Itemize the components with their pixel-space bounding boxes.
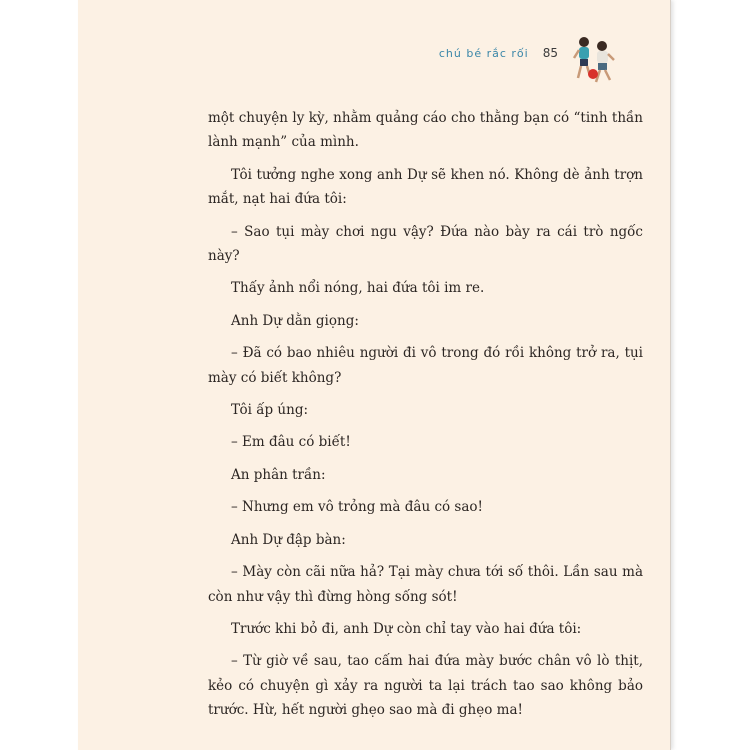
paragraph: Trước khi bỏ đi, anh Dự còn chỉ tay vào hai đứa tôi:: [231, 620, 582, 637]
paragraph: Anh Dự đập bàn:: [231, 531, 346, 548]
book-title: chú bé rắc rối: [438, 47, 529, 60]
paragraph: – Nhưng em vô trỏng mà đâu có sao!: [231, 499, 483, 516]
paragraph: một chuyện ly kỳ, nhằm quảng cáo cho thằng bạn có “tinh thần lành mạnh” của mình.: [208, 110, 643, 151]
book-page: [78, 0, 670, 750]
page-number: 85: [542, 46, 558, 60]
paragraph: An phân trần:: [231, 466, 326, 483]
paragraph: Tôi tưởng nghe xong anh Dự sẽ khen nó. Không dè ảnh trợn mắt, nạt hai đứa tôi:: [208, 166, 643, 208]
paragraph: – Em đâu có biết!: [231, 434, 351, 451]
paragraph: – Sao tụi mày chơi ngu vậy? Đứa nào bày ra cái trò ngốc này?: [208, 223, 643, 265]
paragraph: Tôi ấp úng:: [231, 402, 309, 419]
page-body-text: [208, 106, 643, 731]
paragraph: Anh Dự dằn giọng:: [231, 312, 359, 329]
paragraph: – Từ giờ về sau, tao cấm hai đứa mày bước chân vô lò thịt, kẻo có chuyện gì xảy ra người ta lại trách tao sao không bảo trước. Hừ, hết người ghẹo sao mà đi ghẹo ma!: [208, 653, 643, 719]
paragraph: – Mày còn cãi nữa hả? Tại mày chưa tới số thôi. Lần sau mà còn như vậy thì đừng hòng sống sót!: [208, 564, 643, 605]
running-header: [439, 46, 558, 60]
two-boys-with-ball-illustration: [570, 34, 620, 88]
paragraph: Thấy ảnh nổi nóng, hai đứa tôi im re.: [231, 280, 485, 297]
paragraph: – Đã có bao nhiêu người đi vô trong đó rồi không trở ra, tụi mày có biết không?: [208, 345, 643, 386]
